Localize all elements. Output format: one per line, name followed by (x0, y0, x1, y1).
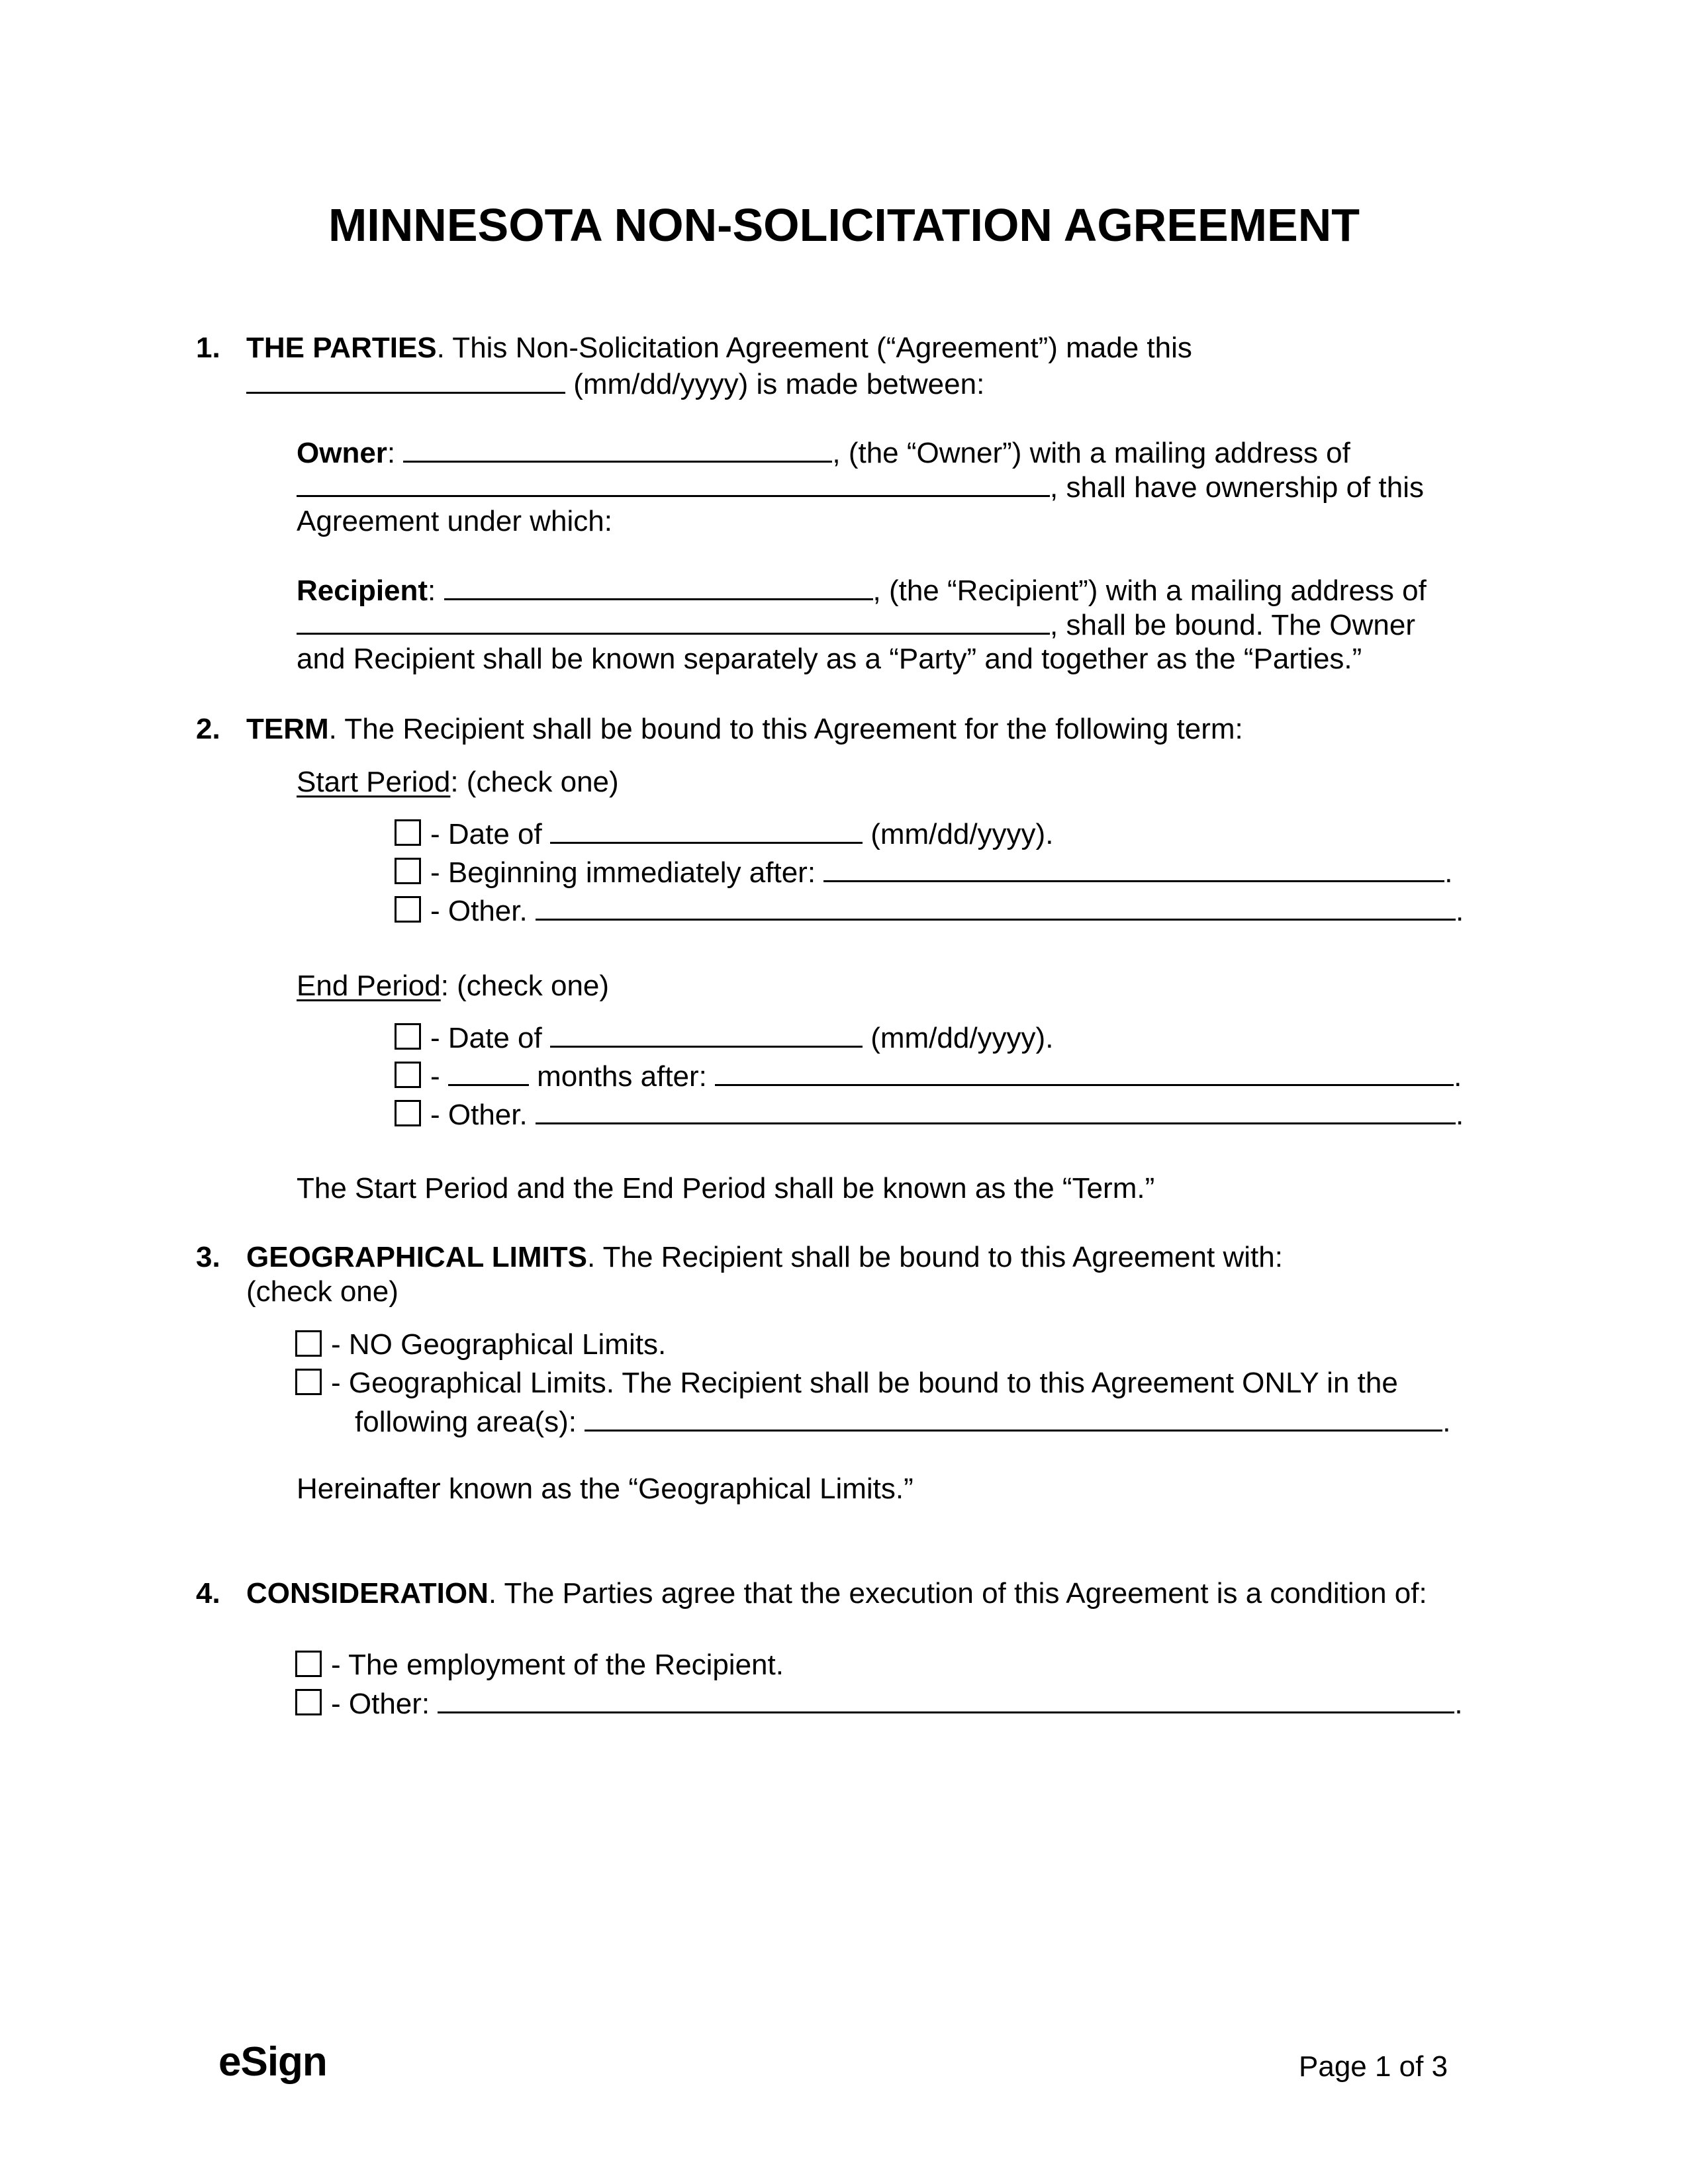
geo-closing-text: Hereinafter known as the “Geographical Limits.” (297, 1473, 914, 1505)
geo-area-line: following area(s): . (355, 1406, 1451, 1438)
section-2-heading: TERM (246, 713, 329, 745)
recipient-address-text: , (the “Recipient”) with a mailing address of (872, 574, 1427, 607)
geo-limits-option: - Geographical Limits. The Recipient shall be bound to this Agreement ONLY in the (331, 1367, 1398, 1399)
owner-line3: Agreement under which: (297, 505, 612, 537)
section-4-intro: . The Parties agree that the execution of this Agreement is a condition of: (488, 1577, 1427, 1610)
start-period-label: Start Period (297, 766, 451, 798)
owner-label: Owner (297, 437, 387, 469)
start-period-heading: Start Period: (check one) (297, 766, 619, 798)
geo-area-blank[interactable] (585, 1404, 1442, 1432)
start-after-checkbox[interactable] (395, 858, 421, 884)
section-1-heading: THE PARTIES (246, 332, 437, 364)
consideration-other-option: - Other: . (331, 1688, 1463, 1720)
agreement-date-blank[interactable] (246, 367, 565, 394)
end-option-months: - months after: . (430, 1060, 1462, 1093)
section-4-number: 4. (196, 1577, 220, 1610)
section-2-line1 (246, 712, 1243, 747)
start-other-checkbox[interactable] (395, 896, 421, 923)
no-geo-limits-option: - NO Geographical Limits. (331, 1328, 667, 1361)
section-1-intro: . This Non-Solicitation Agreement (“Agreement”) made this (436, 332, 1192, 364)
section-1-line2 (246, 367, 984, 402)
section-3-heading: GEOGRAPHICAL LIMITS (246, 1241, 587, 1273)
months-count-blank[interactable] (448, 1059, 529, 1086)
end-other-blank[interactable] (536, 1097, 1456, 1124)
section-1-number: 1. (196, 332, 220, 364)
owner-name-blank[interactable] (403, 435, 832, 463)
start-date-checkbox[interactable] (395, 819, 421, 846)
end-other-checkbox[interactable] (395, 1100, 421, 1126)
owner-address-text: , (the “Owner”) with a mailing address of (832, 437, 1350, 469)
esign-logo: eSign (218, 2039, 327, 2085)
employment-checkbox[interactable] (295, 1651, 322, 1677)
owner-line1: Owner: , (the “Owner”) with a mailing address of (297, 437, 1350, 469)
start-option-after: - Beginning immediately after: . (430, 856, 1453, 889)
section-2-intro: . The Recipient shall be bound to this Agreement for the following term: (328, 713, 1243, 745)
recipient-line1: Recipient: , (the “Recipient”) with a mailing address of (297, 574, 1427, 607)
start-date-blank[interactable] (550, 817, 863, 844)
consideration-other-blank[interactable] (438, 1686, 1454, 1713)
end-date-blank[interactable] (550, 1021, 863, 1048)
start-option-other: - Other. . (430, 895, 1464, 927)
end-months-checkbox[interactable] (395, 1062, 421, 1088)
end-period-heading: End Period: (check one) (297, 970, 610, 1002)
recipient-address-blank[interactable] (297, 608, 1050, 635)
consideration-other-checkbox[interactable] (295, 1689, 322, 1715)
end-date-checkbox[interactable] (395, 1023, 421, 1050)
recipient-label: Recipient (297, 574, 428, 607)
owner-line2 (297, 470, 1424, 505)
section-2-number: 2. (196, 713, 220, 745)
start-other-blank[interactable] (536, 893, 1456, 921)
owner-address-blank[interactable] (297, 470, 1050, 497)
page-number: Page 1 of 3 (1299, 2050, 1448, 2083)
end-option-other: - Other. . (430, 1099, 1464, 1131)
section-1-line1 (246, 331, 1192, 365)
no-geo-limits-checkbox[interactable] (295, 1330, 322, 1357)
geo-limits-checkbox[interactable] (295, 1369, 322, 1395)
recipient-bound-text: , shall be bound. The Owner (1050, 609, 1415, 641)
section-3-check-one: (check one) (246, 1275, 399, 1308)
recipient-line2 (297, 608, 1415, 643)
section-3-line1 (246, 1240, 1283, 1275)
start-after-blank[interactable] (823, 855, 1444, 882)
term-closing-text: The Start Period and the End Period shall be known as the “Term.” (297, 1172, 1155, 1205)
recipient-name-blank[interactable] (444, 573, 873, 600)
section-3-intro: . The Recipient shall be bound to this Agreement with: (586, 1241, 1283, 1273)
date-format-text: (mm/dd/yyyy) is made between: (565, 368, 985, 400)
end-option-date: - Date of (mm/dd/yyyy). (430, 1022, 1054, 1054)
start-option-date: - Date of (mm/dd/yyyy). (430, 818, 1054, 850)
owner-ownership-text: , shall have ownership of this (1050, 471, 1424, 504)
employment-option: - The employment of the Recipient. (331, 1649, 784, 1681)
document-title: MINNESOTA NON-SOLICITATION AGREEMENT (328, 199, 1360, 251)
section-4-line1 (246, 1576, 1427, 1611)
end-period-label: End Period (297, 970, 441, 1002)
section-4-heading: CONSIDERATION (246, 1577, 489, 1610)
end-months-after-blank[interactable] (715, 1059, 1454, 1086)
recipient-line3: and Recipient shall be known separately as a “Party” and together as the “Parties.” (297, 643, 1362, 675)
section-3-number: 3. (196, 1241, 220, 1273)
